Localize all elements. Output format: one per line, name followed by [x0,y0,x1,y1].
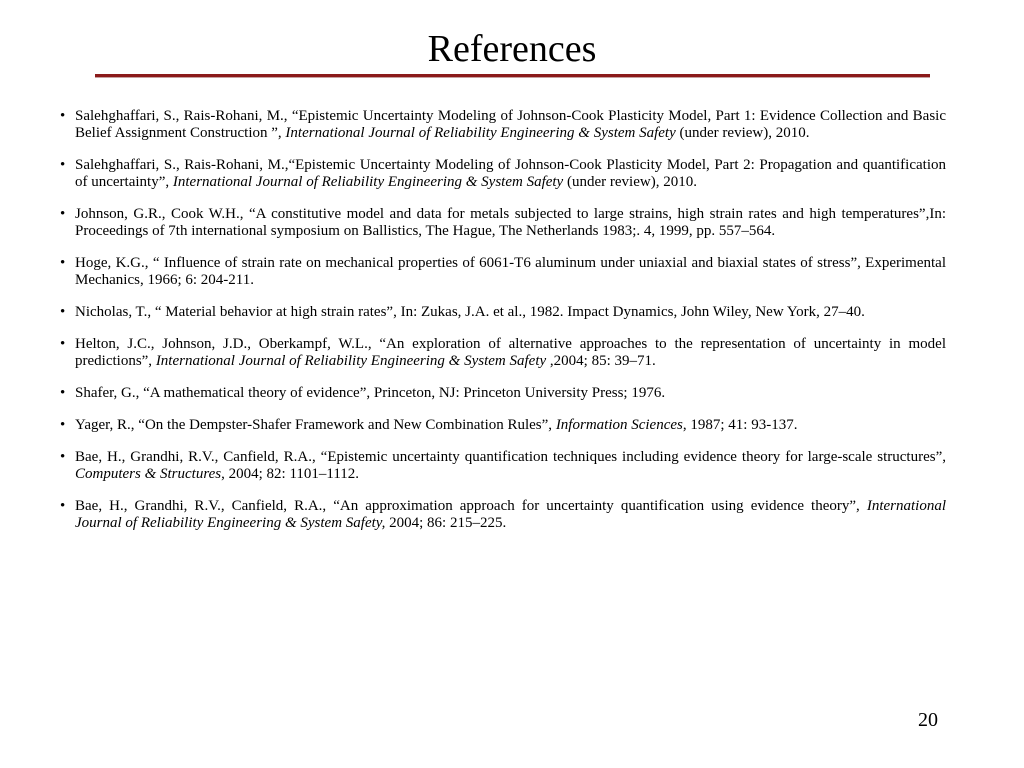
bullet-icon: • [60,206,66,222]
reference-text: Nicholas, T., “ Material behavior at high strain rates”, In: Zukas, J.A. et al., 1982. Impact Dynamics, John Wiley, New York, 27–40. [75,304,865,320]
reference-text: Yager, R., “On the Dempster-Shafer Framework and New Combination Rules”, [75,417,556,433]
reference-item-9 [60,449,946,483]
reference-text: Bae, H., Grandhi, R.V., Canfield, R.A., “An approximation approach for uncertainty quantification using evidence theory”, [75,498,867,514]
reference-item-3 [60,206,946,240]
bullet-icon: • [60,449,66,465]
bullet-icon: • [60,304,66,320]
bullet-icon: • [60,336,66,352]
bullet-icon: • [60,108,66,124]
reference-item-7 [60,385,946,402]
reference-item-5 [60,304,946,321]
reference-text: Salehghaffari, S., Rais-Rohani, M.,“Epistemic Uncertainty Modeling of Johnson-Cook Plasticity Model, Part 2: Propagation and quantification of uncertainty”, [75,157,946,190]
bullet-icon: • [60,255,66,271]
reference-tail: , 2004; 82: 1101–1112. [221,466,360,482]
reference-journal: Information Sciences [555,417,683,433]
bullet-icon: • [60,157,66,173]
reference-tail: (under review), 2010. [563,174,697,190]
reference-text: Helton, J.C., Johnson, J.D., Oberkampf, W.L., “An exploration of alternative approaches to the representation of uncertainty in model predictions”, [75,336,946,369]
slide-title: References [427,28,597,70]
reference-list [60,108,946,547]
reference-journal: International Journal of Reliability Engineering & System Safety, [75,498,946,531]
bullet-icon: • [60,385,66,401]
reference-journal: International Journal of Reliability Engineering & System Safety [155,353,547,369]
reference-tail: 2004; 86: 215–225. [385,515,507,531]
reference-tail: ,2004; 85: 39–71. [546,353,656,369]
page-number: 20 [918,709,938,731]
reference-item-4 [60,255,946,289]
reference-item-6 [60,336,946,370]
reference-item-1 [60,108,946,142]
reference-journal: Computers & Structures [75,466,222,482]
reference-item-8 [60,417,946,434]
reference-text: Salehghaffari, S., Rais-Rohani, M., “Epistemic Uncertainty Modeling of Johnson-Cook Plasticity Model, Part 1: Evidence Collection and Basic Belief Assignment Construction ”, [75,108,946,141]
reference-text: Johnson, G.R., Cook W.H., “A constitutive model and data for metals subjected to large strains, high strain rates and high temperatures”,In: Proceedings of 7th international symposium on Ballistics, The Hague, The Netherlands 1983;. 4, 1999, pp. 557–564. [75,206,946,239]
reference-journal: International Journal of Reliability Engineering & System Safety [172,174,564,190]
reference-item-2 [60,157,946,191]
reference-text: Hoge, K.G., “ Influence of strain rate on mechanical properties of 6061-T6 aluminum under uniaxial and biaxial states of stress”, Experimental Mechanics, 1966; 6: 204-211. [75,255,946,288]
title-divider [95,74,930,78]
reference-text: Shafer, G., “A mathematical theory of evidence”, Princeton, NJ: Princeton University Press; 1976. [75,385,666,401]
reference-tail: , 1987; 41: 93-137. [682,417,798,433]
reference-journal: International Journal of Reliability Engineering & System Safety [285,125,676,141]
reference-item-10 [60,498,946,532]
bullet-icon: • [60,498,66,514]
bullet-icon: • [60,417,66,433]
reference-text: Bae, H., Grandhi, R.V., Canfield, R.A., “Epistemic uncertainty quantification techniques including evidence theory for large-scale structures”, [75,449,946,465]
reference-tail: (under review), 2010. [675,125,810,141]
